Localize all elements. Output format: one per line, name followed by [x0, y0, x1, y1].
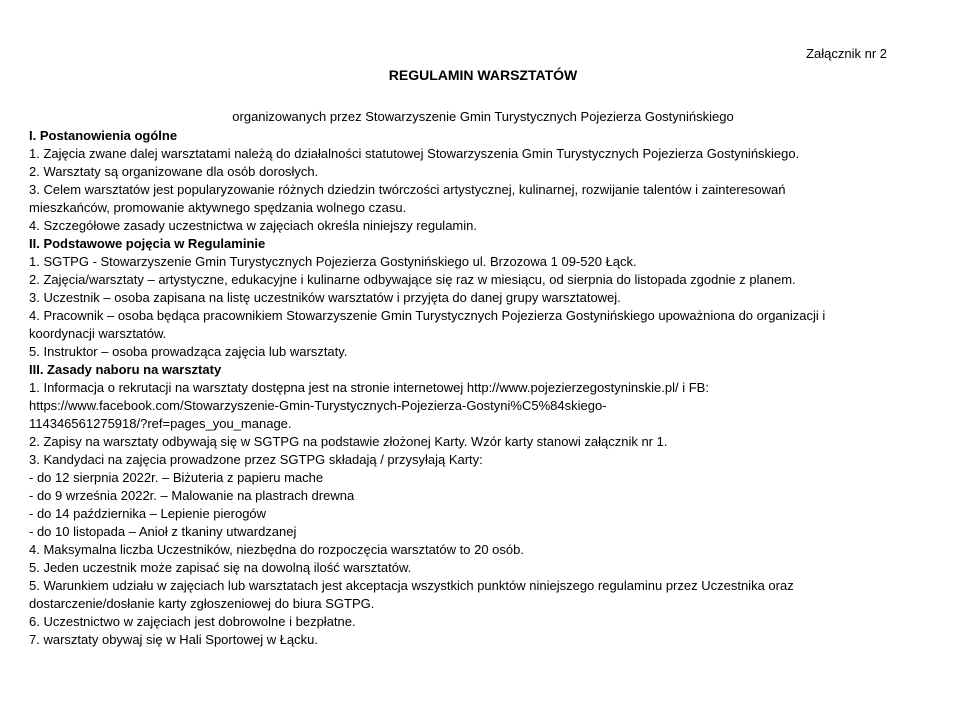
section-heading: II. Podstawowe pojęcia w Regulaminie	[29, 236, 266, 251]
paragraph-line: 3. Celem warsztatów jest popularyzowanie różnych dziedzin twórczości artystycznej, kulinarnej, rozwijanie talentów i zainteresowań	[29, 182, 786, 197]
paragraph-line: 2. Zapisy na warsztaty odbywają się w SGTPG na podstawie złożonej Karty. Wzór karty stanowi załącznik nr 1.	[29, 434, 668, 449]
schedule-item: - do 9 września 2022r. – Malowanie na plastrach drewna	[29, 488, 355, 503]
paragraph-line: 3. Uczestnik – osoba zapisana na listę uczestników warsztatów i przyjęta do danej grupy warsztatowej.	[29, 290, 621, 305]
section-heading: III. Zasady naboru na warsztaty	[29, 362, 222, 377]
paragraph-line: 2. Warsztaty są organizowane dla osób dorosłych.	[29, 164, 319, 179]
paragraph-line: 4. Szczegółowe zasady uczestnictwa w zajęciach określa niniejszy regulamin.	[29, 218, 477, 233]
paragraph-line: 7. warsztaty obywaj się w Hali Sportowej w Łącku.	[29, 632, 319, 647]
paragraph-line: 1. Informacja o rekrutacji na warsztaty dostępna jest na stronie internetowej http://www.pojezierzegostyninskie.pl/ i FB:	[29, 380, 709, 395]
url-line: 114346561275918/?ref=pages_you_manage.	[29, 416, 292, 431]
page-subtitle: organizowanych przez Stowarzyszenie Gmin Turystycznych Pojezierza Gostynińskiego	[232, 109, 734, 124]
paragraph-line: 5. Jeden uczestnik może zapisać się na dowolną ilość warsztatów.	[29, 560, 412, 575]
section-heading: I. Postanowienia ogólne	[29, 128, 178, 143]
paragraph-line: 1. SGTPG - Stowarzyszenie Gmin Turystycznych Pojezierza Gostynińskiego ul. Brzozowa 1 09-520 Łąck.	[29, 254, 637, 269]
paragraph-line: 4. Maksymalna liczba Uczestników, niezbędna do rozpoczęcia warsztatów to 20 osób.	[29, 542, 524, 557]
paragraph-line: 4. Pracownik – osoba będąca pracownikiem Stowarzyszenie Gmin Turystycznych Pojezierza Gostynińskiego upoważniona do organizacji i	[29, 308, 826, 323]
attachment-label: Załącznik nr 2	[806, 46, 887, 61]
regulation-body	[29, 127, 929, 649]
schedule-item: - do 14 października – Lepienie pierogów	[29, 506, 267, 521]
paragraph-line: 2. Zajęcia/warsztaty – artystyczne, edukacyjne i kulinarne odbywające się raz w miesiącu, od sierpnia do listopada zgodnie z planem.	[29, 272, 796, 287]
paragraph-line: 3. Kandydaci na zajęcia prowadzone przez SGTPG składają / przysyłają Karty:	[29, 452, 483, 467]
schedule-item: - do 10 listopada – Anioł z tkaniny utwardzanej	[29, 524, 297, 539]
paragraph-line: mieszkańców, promowanie aktywnego spędzania wolnego czasu.	[29, 200, 407, 215]
paragraph-line: 6. Uczestnictwo w zajęciach jest dobrowolne i bezpłatne.	[29, 614, 356, 629]
url-line: https://www.facebook.com/Stowarzyszenie-Gmin-Turystycznych-Pojezierza-Gostyni%C5%84skiego-	[29, 398, 607, 413]
paragraph-line: 1. Zajęcia zwane dalej warsztatami należą do działalności statutowej Stowarzyszenia Gmin Turystycznych Pojezierza Gostynińskiego.	[29, 146, 800, 161]
paragraph-line: koordynacji warsztatów.	[29, 326, 167, 341]
paragraph-line: dostarczenie/dosłanie karty zgłoszeniowej do biura SGTPG.	[29, 596, 375, 611]
schedule-item: - do 12 sierpnia 2022r. – Biżuteria z papieru mache	[29, 470, 324, 485]
page-title: REGULAMIN WARSZTATÓW	[388, 67, 578, 83]
paragraph-line: 5. Instruktor – osoba prowadząca zajęcia lub warsztaty.	[29, 344, 348, 359]
paragraph-line: 5. Warunkiem udziału w zajęciach lub warsztatach jest akceptacja wszystkich punktów niniejszego regulaminu przez Uczestnika oraz	[29, 578, 794, 593]
